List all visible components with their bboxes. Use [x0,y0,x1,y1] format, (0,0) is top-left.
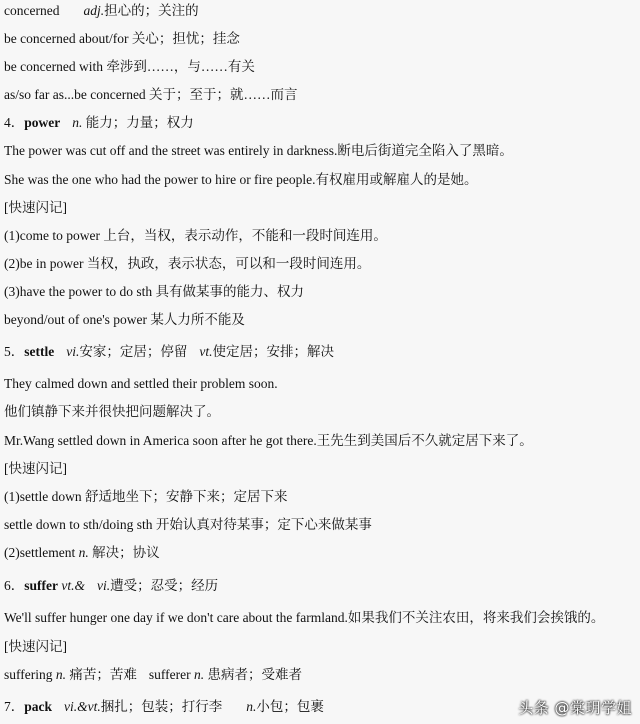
example-translation: 他们镇静下来并很快把问题解决了。 [4,404,220,419]
memo-heading: [快速闪记] [4,200,67,215]
entry-concerned: concerned adj.担心的；关注的 [4,3,199,18]
entry-power: 4．power n. 能力；力量；权力 [4,115,194,130]
memo-line: (1)settle down 舒适地坐下；安静下来；定居下来 [4,489,288,504]
memo-line: settle down to sth/doing sth 开始认真对待某事；定下心来做某事 [4,517,372,532]
example-sentence: The power was cut off and the street was entirely in darkness.断电后街道完全陷入了黑暗。 [4,143,513,158]
example-sentence: She was the one who had the power to hire or fire people.有权雇用或解雇人的是她。 [4,172,478,187]
watermark: 头条 @棠玥学姐 [518,699,632,717]
memo-line: beyond/out of one's power 某人力所不能及 [4,312,245,327]
phrase-line: be concerned with 牵涉到……，与……有关 [4,59,255,74]
memo-heading: [快速闪记] [4,461,67,476]
example-sentence: Mr.Wang settled down in America soon after he got there.王先生到美国后不久就定居下来了。 [4,433,533,448]
example-sentence: We'll suffer hunger one day if we don't care about the farmland.如果我们不关注农田，将来我们会挨饿的。 [4,610,605,625]
phrase-line: as/so far as...be concerned 关于；至于；就……而言 [4,87,298,102]
entry-pack: 7．pack vi.&vt.捆扎；包装；打行李 n.小包；包裹 [4,699,324,714]
memo-line: (1)come to power 上台，当权，表示动作，不能和一段时间连用。 [4,228,387,243]
memo-line: (3)have the power to do sth 具有做某事的能力、权力 [4,284,304,299]
example-sentence: They calmed down and settled their problem soon. [4,376,278,391]
memo-line: (2)settlement n. 解决；协议 [4,545,160,560]
memo-heading: [快速闪记] [4,639,67,654]
entry-settle: 5．settle vi.安家；定居；停留 vt.使定居；安排；解决 [4,344,334,359]
phrase-line: be concerned about/for 关心；担忧；挂念 [4,31,240,46]
entry-suffer: 6．suffer vt.& vi.遭受；忍受；经历 [4,578,219,593]
memo-line: (2)be in power 当权，执政，表示状态，可以和一段时间连用。 [4,256,371,271]
memo-line: suffering n. 痛苦；苦难 sufferer n. 患病者；受难者 [4,667,302,682]
